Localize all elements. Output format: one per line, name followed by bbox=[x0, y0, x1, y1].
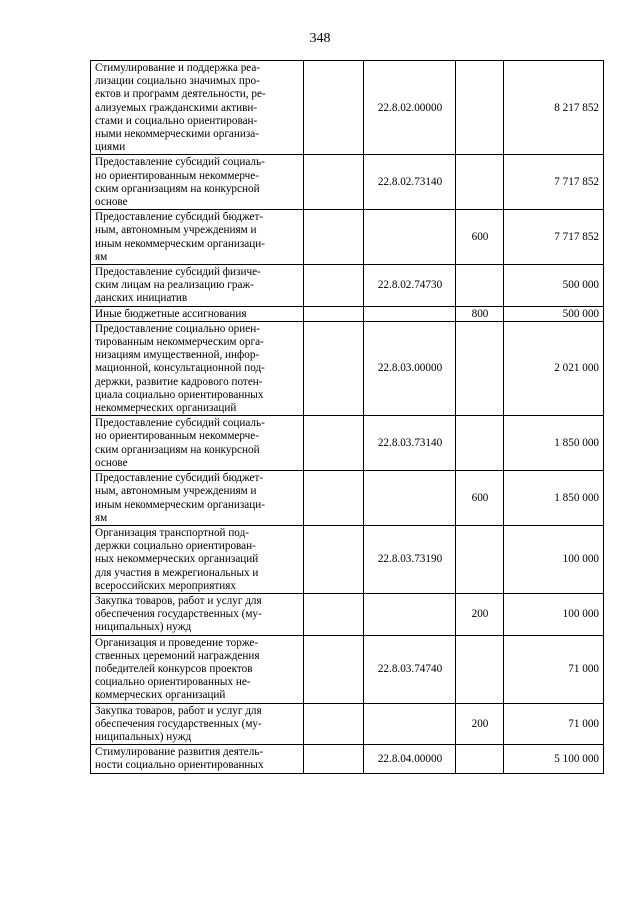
item-name-line: циями bbox=[95, 141, 126, 154]
item-name-line: тированным некоммерческим орга- bbox=[95, 336, 264, 349]
table-row bbox=[91, 155, 604, 210]
item-name-line: Закупка товаров, работ и услуг для bbox=[95, 704, 262, 717]
expense-type-cell bbox=[456, 525, 504, 593]
empty-cell bbox=[304, 306, 364, 321]
empty-cell bbox=[304, 155, 364, 210]
item-name-cell bbox=[91, 321, 304, 415]
item-name-line: Стимулирование развития деятель- bbox=[95, 746, 264, 759]
expense-type-cell bbox=[456, 61, 504, 155]
empty-cell bbox=[304, 635, 364, 703]
target-code-cell: 22.8.03.00000 bbox=[364, 321, 456, 415]
target-code-cell: 22.8.02.00000 bbox=[364, 61, 456, 155]
item-name-line: ям bbox=[95, 250, 108, 263]
expense-type-cell bbox=[456, 635, 504, 703]
amount-cell: 2 021 000 bbox=[504, 321, 604, 415]
target-code-cell bbox=[364, 471, 456, 526]
amount-cell: 8 217 852 bbox=[504, 61, 604, 155]
table-row bbox=[91, 321, 604, 415]
budget-table-body bbox=[91, 61, 604, 774]
amount-cell: 1 850 000 bbox=[504, 416, 604, 471]
target-code-cell: 22.8.02.73140 bbox=[364, 155, 456, 210]
empty-cell bbox=[304, 703, 364, 745]
item-name-line: социально ориентированных не- bbox=[95, 676, 251, 689]
table-row bbox=[91, 61, 604, 155]
item-name-line: ализуемых гражданскими активи- bbox=[95, 101, 258, 114]
amount-cell: 71 000 bbox=[504, 703, 604, 745]
item-name-line: Предоставление субсидий физиче- bbox=[95, 266, 261, 279]
item-name-line: Предоставление субсидий социаль- bbox=[95, 417, 265, 430]
empty-cell bbox=[304, 210, 364, 265]
item-name-line: основе bbox=[95, 456, 128, 469]
item-name-line: данских инициатив bbox=[95, 292, 188, 305]
item-name-line: лизации социально значимых про- bbox=[95, 75, 260, 88]
table-row bbox=[91, 703, 604, 745]
empty-cell bbox=[304, 416, 364, 471]
empty-cell bbox=[304, 61, 364, 155]
item-name-cell bbox=[91, 745, 304, 773]
item-name-line: ниципальных) нужд bbox=[95, 730, 192, 743]
item-name-line: иным некоммерческим организаци- bbox=[95, 237, 265, 250]
item-name-line: Предоставление социально ориен- bbox=[95, 322, 260, 335]
target-code-cell: 22.8.04.00000 bbox=[364, 745, 456, 773]
target-code-cell bbox=[364, 210, 456, 265]
item-name-line: для участия в межрегиональных и bbox=[95, 566, 259, 579]
item-name-line: Предоставление субсидий бюджет- bbox=[95, 211, 264, 224]
expense-type-cell: 200 bbox=[456, 703, 504, 745]
item-name-line: низациям имущественной, инфор- bbox=[95, 349, 260, 362]
item-name-line: держки социально ориентирован- bbox=[95, 540, 256, 553]
target-code-cell: 22.8.03.74740 bbox=[364, 635, 456, 703]
target-code-cell: 22.8.03.73190 bbox=[364, 525, 456, 593]
item-name-cell bbox=[91, 593, 304, 635]
item-name-cell bbox=[91, 155, 304, 210]
item-name-cell bbox=[91, 416, 304, 471]
target-code-cell: 22.8.03.73140 bbox=[364, 416, 456, 471]
amount-cell: 100 000 bbox=[504, 525, 604, 593]
table-row bbox=[91, 525, 604, 593]
amount-cell: 7 717 852 bbox=[504, 210, 604, 265]
item-name-line: Организация и проведение торже- bbox=[95, 636, 259, 649]
item-name-line: ниципальных) нужд bbox=[95, 621, 192, 634]
expense-type-cell bbox=[456, 745, 504, 773]
empty-cell bbox=[304, 265, 364, 307]
item-name-cell bbox=[91, 703, 304, 745]
item-name-line: победителей конкурсов проектов bbox=[95, 662, 253, 675]
expense-type-cell bbox=[456, 265, 504, 307]
item-name-cell bbox=[91, 306, 304, 321]
item-name-line: ским организациям на конкурсной bbox=[95, 182, 260, 195]
item-name-line: Предоставление субсидий социаль- bbox=[95, 156, 265, 169]
item-name-line: Закупка товаров, работ и услуг для bbox=[95, 594, 262, 607]
item-name-cell bbox=[91, 61, 304, 155]
table-row bbox=[91, 635, 604, 703]
target-code-cell bbox=[364, 306, 456, 321]
amount-cell: 71 000 bbox=[504, 635, 604, 703]
expense-type-cell: 600 bbox=[456, 210, 504, 265]
item-name-line: ектов и программ деятельности, ре- bbox=[95, 88, 266, 101]
empty-cell bbox=[304, 593, 364, 635]
item-name-cell bbox=[91, 635, 304, 703]
item-name-line: всероссийских мероприятиях bbox=[95, 579, 236, 592]
budget-table bbox=[90, 60, 604, 774]
item-name-line: стами и социально ориентирован- bbox=[95, 114, 258, 127]
table-row bbox=[91, 471, 604, 526]
expense-type-cell: 800 bbox=[456, 306, 504, 321]
empty-cell bbox=[304, 471, 364, 526]
empty-cell bbox=[304, 525, 364, 593]
amount-cell: 500 000 bbox=[504, 306, 604, 321]
amount-cell: 500 000 bbox=[504, 265, 604, 307]
item-name-cell bbox=[91, 525, 304, 593]
item-name-line: ным, автономным учреждениям и bbox=[95, 485, 257, 498]
item-name-line: ности социально ориентированных bbox=[95, 759, 264, 772]
item-name-line: Организация транспортной под- bbox=[95, 526, 249, 539]
item-name-line: ных некоммерческих организаций bbox=[95, 553, 259, 566]
expense-type-cell: 200 bbox=[456, 593, 504, 635]
item-name-line: циала социально ориентированных bbox=[95, 388, 264, 401]
target-code-cell: 22.8.02.74730 bbox=[364, 265, 456, 307]
item-name-line: мационной, консультационной под- bbox=[95, 362, 265, 375]
item-name-line: ским организациям на конкурсной bbox=[95, 443, 260, 456]
item-name-line: держки, развитие кадрового потен- bbox=[95, 375, 263, 388]
item-name-line: обеспечения государственных (му- bbox=[95, 608, 262, 621]
expense-type-cell bbox=[456, 155, 504, 210]
item-name-line: ственных церемоний награждения bbox=[95, 649, 260, 662]
item-name-line: Иные бюджетные ассигнования bbox=[95, 307, 247, 320]
table-row bbox=[91, 745, 604, 773]
amount-cell: 1 850 000 bbox=[504, 471, 604, 526]
target-code-cell bbox=[364, 703, 456, 745]
table-row bbox=[91, 593, 604, 635]
item-name-line: ным, автономным учреждениям и bbox=[95, 224, 257, 237]
item-name-cell bbox=[91, 265, 304, 307]
item-name-line: ским лицам на реализацию граж- bbox=[95, 279, 254, 292]
item-name-line: обеспечения государственных (му- bbox=[95, 717, 262, 730]
item-name-line: Стимулирование и поддержка реа- bbox=[95, 62, 261, 74]
item-name-line: Предоставление субсидий бюджет- bbox=[95, 472, 264, 485]
table-row bbox=[91, 306, 604, 321]
item-name-line: основе bbox=[95, 196, 128, 209]
table-row bbox=[91, 265, 604, 307]
amount-cell: 100 000 bbox=[504, 593, 604, 635]
table-row bbox=[91, 416, 604, 471]
item-name-line: но ориентированным некоммерче- bbox=[95, 430, 259, 443]
item-name-line: коммерческих организаций bbox=[95, 689, 226, 702]
page-number: 348 bbox=[309, 31, 331, 46]
expense-type-cell bbox=[456, 416, 504, 471]
expense-type-cell bbox=[456, 321, 504, 415]
item-name-line: иным некоммерческим организаци- bbox=[95, 498, 265, 511]
item-name-line: ными некоммерческими организа- bbox=[95, 128, 259, 141]
empty-cell bbox=[304, 745, 364, 773]
expense-type-cell: 600 bbox=[456, 471, 504, 526]
target-code-cell bbox=[364, 593, 456, 635]
empty-cell bbox=[304, 321, 364, 415]
item-name-line: но ориентированным некоммерче- bbox=[95, 169, 259, 182]
table-row bbox=[91, 210, 604, 265]
item-name-cell bbox=[91, 471, 304, 526]
item-name-cell bbox=[91, 210, 304, 265]
amount-cell: 7 717 852 bbox=[504, 155, 604, 210]
item-name-line: некоммерческих организаций bbox=[95, 402, 237, 415]
item-name-line: ям bbox=[95, 511, 108, 524]
amount-cell: 5 100 000 bbox=[504, 745, 604, 773]
